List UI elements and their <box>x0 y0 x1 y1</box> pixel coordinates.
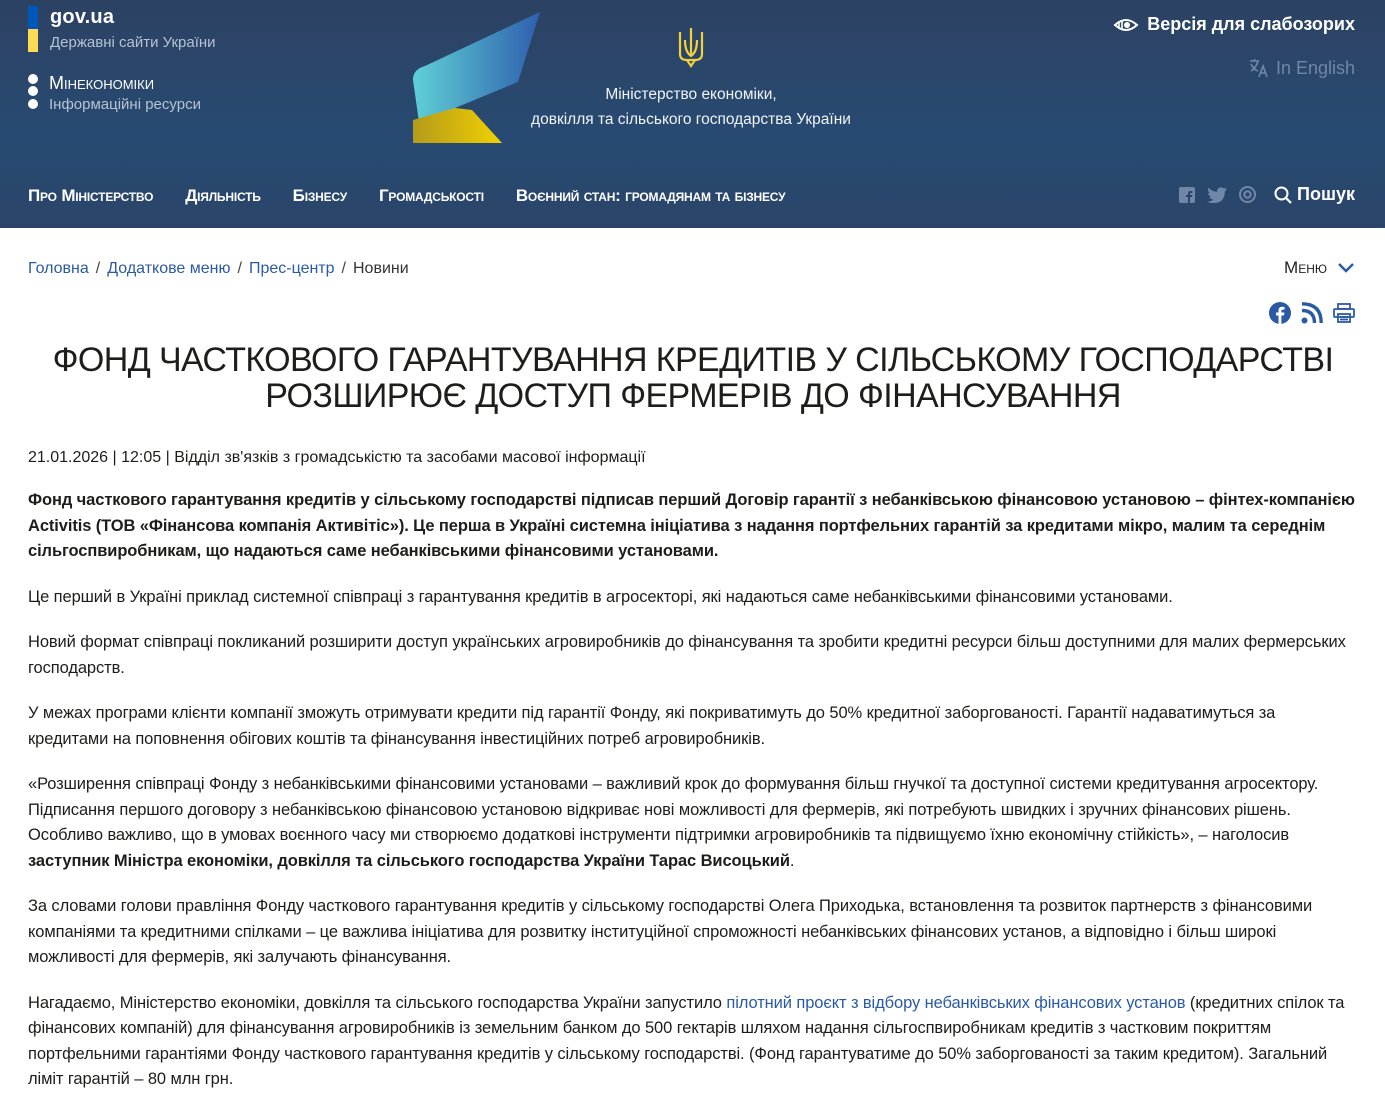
twitter-icon[interactable] <box>1207 187 1227 203</box>
nav-item-martial-law[interactable]: Воєнний стан: громадянам та бізнесу <box>515 186 786 205</box>
share-toolbar <box>1259 302 1355 324</box>
nav-item-activity[interactable]: Діяльність <box>185 186 261 205</box>
eye-icon <box>1113 17 1139 33</box>
article-lead: Фонд часткового гарантування кредитів у сільському господарстві підписав перший Договір гарантії з небанківською фінансовою установою – фінтех-компанією Activitis (ТОВ «Фінансова компанія Активітіс»). Це перша в Україні системна ініціатива з надання портфельних гарантій за кредитами мікро, малим та середнім сільгоспвиробникам, що надаються саме небанківськими фінансовими установами. <box>28 491 1355 560</box>
translate-icon <box>1248 57 1270 79</box>
breadcrumb-home[interactable]: Головна <box>28 260 89 277</box>
ministry-name: Міністерство економіки, довкілля та сільського господарства України <box>531 86 851 128</box>
breadcrumb-separator: / <box>237 260 242 277</box>
nav-item-about[interactable]: Про Міністерство <box>28 186 154 205</box>
article-paragraph: За словами голови правління Фонду часткового гарантування кредитів у сільському господарстві Олега Приходька, встановлення та розвиток партнерств з фінансовими компаніями та кредитними спілками – це важлива ініціатива для розвитку інституційної спроможності небанківських фінансових установ, а відповідно і більш широкі можливості для фермерів, які залучають фінансування. <box>28 897 1313 966</box>
quote-author: заступник Міністра економіки, довкілля та сільського господарства України Тарас Висоцький <box>28 851 790 870</box>
site-header <box>0 0 1385 228</box>
article-body <box>28 488 1358 1113</box>
article-paragraph: Це перший в Україні приклад системної співпраці з гарантування кредитів в агросекторі, які надаються саме небанківськими фінансовими установами. <box>28 587 1173 606</box>
pilot-project-link[interactable]: пілотний проєкт з відбору небанківських фінансових установ <box>726 993 1186 1012</box>
facebook-icon[interactable] <box>1179 187 1195 203</box>
language-switch-button[interactable]: In English <box>1113 57 1355 79</box>
mineco-resources-link[interactable] <box>28 72 201 113</box>
article-paragraph: Новий формат співпраці покликаний розширити доступ українських агровиробників до фінансування та зробити кредитні ресурси більш доступними для малих фермерських господарств. <box>28 633 1346 677</box>
nav-item-public[interactable]: Громадськості <box>379 186 484 205</box>
breadcrumb-current: Новини <box>352 260 409 277</box>
search-icon <box>1274 186 1292 204</box>
breadcrumb-additional-menu[interactable]: Додаткове меню <box>107 260 231 277</box>
ukraine-flag-icon <box>28 6 38 52</box>
govua-subtitle: Державні сайти України <box>50 34 216 51</box>
menu-toggle-button[interactable]: Меню <box>1284 258 1355 278</box>
mineco-title: Мінекономіки <box>49 73 155 93</box>
article-title: ФОНД ЧАСТКОВОГО ГАРАНТУВАННЯ КРЕДИТІВ У СІЛЬСЬКОМУ ГОСПОДАРСТВІ РОЗШИРЮЄ ДОСТУП ФЕРМЕРІВ ДО ФІНАНСУВАННЯ <box>52 341 1334 415</box>
chevron-down-icon <box>1337 262 1355 274</box>
print-icon[interactable] <box>1333 303 1355 323</box>
instagram-icon[interactable] <box>1239 186 1256 203</box>
govua-link[interactable] <box>28 6 216 52</box>
main-nav <box>28 186 817 206</box>
dots-menu-icon <box>28 72 38 113</box>
article-paragraph: Нагадаємо, Міністерство економіки, довкілля та сільського господарства України запустило пілотний проєкт з відбору небанківських фінансових установ (кредитних спілок та фінансових компаній) для фінансування агровиробників із земельним банком до 500 гектарів шляхом надання сільгоспвиробникам кредитів з частковим покриттям портфельними гарантіями Фонду часткового гарантування кредитів у сільському господарстві. (Фонд гарантуватиме до 50% заборгованості за таким кредитом). Загальний ліміт гарантій – 80 млн грн. <box>28 993 1345 1088</box>
article-paragraph-quote: «Розширення співпраці Фонду з небанківськими фінансовими установами – важливий крок до формування більш гнучкої та доступної системи кредитування агросектору. Підписання першого договору з небанківською фінансовою установою відкриває нові можливості для фермерів, які потребують швидких і зручних фінансових рішень. Особливо важливо, що в умовах воєнного часу ми створюємо додаткові інструменти підтримки агровиробників та підвищуємо їхню економічну стійкість», – наголосив заступник Міністра економіки, довкілля та сільського господарства України Тарас Висоцький. <box>28 775 1319 870</box>
low-vision-button[interactable]: Версія для слабозорих <box>1113 14 1355 35</box>
article-meta: 21.01.2026 | 12:05 | Відділ зв'язків з громадськістю та засобами масової інформації <box>28 449 646 466</box>
mineco-subtitle: Інформаційні ресурси <box>49 96 201 113</box>
breadcrumb-separator: / <box>95 260 101 277</box>
search-button[interactable]: Пошук <box>1274 184 1355 205</box>
trident-icon <box>677 26 705 70</box>
breadcrumb-separator: / <box>341 260 346 277</box>
breadcrumb <box>28 260 409 278</box>
rss-icon[interactable] <box>1301 302 1323 324</box>
nav-item-business[interactable]: Бізнесу <box>292 186 347 205</box>
article-paragraph: У межах програми клієнти компанії зможуть отримувати кредити під гарантії Фонду, які покриватимуть до 50% кредитної заборгованості. Гарантії надаватимуться за кредитами на поповнення обігових коштів та фінансування інвестиційних потреб агровиробників. <box>28 704 1276 748</box>
facebook-share-icon[interactable] <box>1269 302 1291 324</box>
breadcrumb-press-center[interactable]: Прес-центр <box>248 260 335 277</box>
govua-title: gov.ua <box>50 6 115 28</box>
